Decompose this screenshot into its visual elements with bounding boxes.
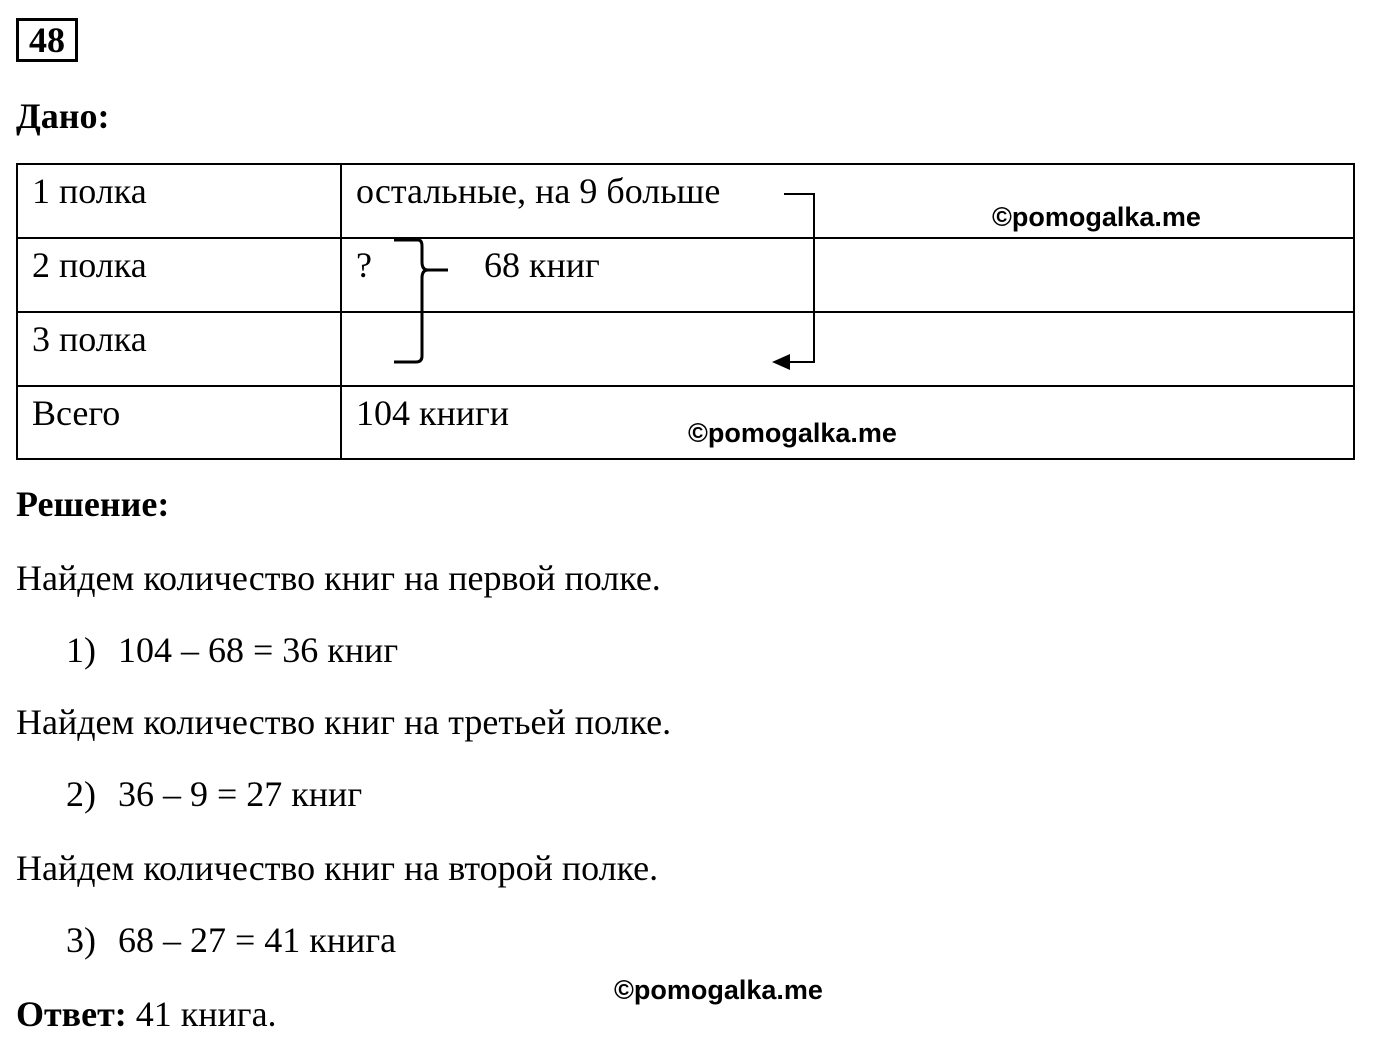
row-2-label: 2 полка (32, 245, 147, 285)
row-4-label: Всего (32, 393, 121, 433)
step-2-equation (66, 774, 362, 814)
given-heading: Дано: (16, 96, 110, 136)
step-1-expression: 104 – 68 = 36 книг (118, 630, 399, 670)
step-1-number: 1) (66, 630, 96, 670)
watermark: ©pomogalka.me (992, 202, 1201, 232)
row-3-label: 3 полка (32, 319, 147, 359)
step-1-intro: Найдем количество книг на первой полке. (16, 558, 661, 598)
step-1-equation (66, 630, 398, 670)
brace-label: 68 книг (484, 245, 600, 285)
row-1-label: 1 полка (32, 171, 147, 211)
solution-heading: Решение: (16, 484, 170, 524)
row-2-value: ? (356, 245, 372, 285)
answer-label: Ответ: (16, 994, 127, 1034)
step-3-equation (66, 920, 396, 960)
step-3-expression: 68 – 27 = 41 книга (118, 920, 397, 960)
step-3-number: 3) (66, 920, 96, 960)
row-4-value: 104 книги (356, 393, 510, 433)
row-1-value: остальные, на 9 больше (356, 171, 721, 211)
table-row-divider (18, 311, 1353, 313)
watermark: ©pomogalka.me (688, 418, 897, 448)
step-2-expression: 36 – 9 = 27 книг (118, 774, 363, 814)
table-row-divider (18, 237, 1353, 239)
problem-number: 48 (16, 18, 78, 62)
step-2-intro: Найдем количество книг на третьей полке. (16, 702, 672, 742)
step-2-number: 2) (66, 774, 96, 814)
answer-text: 41 книга. (126, 994, 277, 1034)
step-3-intro: Найдем количество книг на второй полке. (16, 848, 659, 888)
answer (16, 994, 277, 1034)
table-row-divider (18, 385, 1353, 387)
watermark: ©pomogalka.me (614, 975, 823, 1005)
